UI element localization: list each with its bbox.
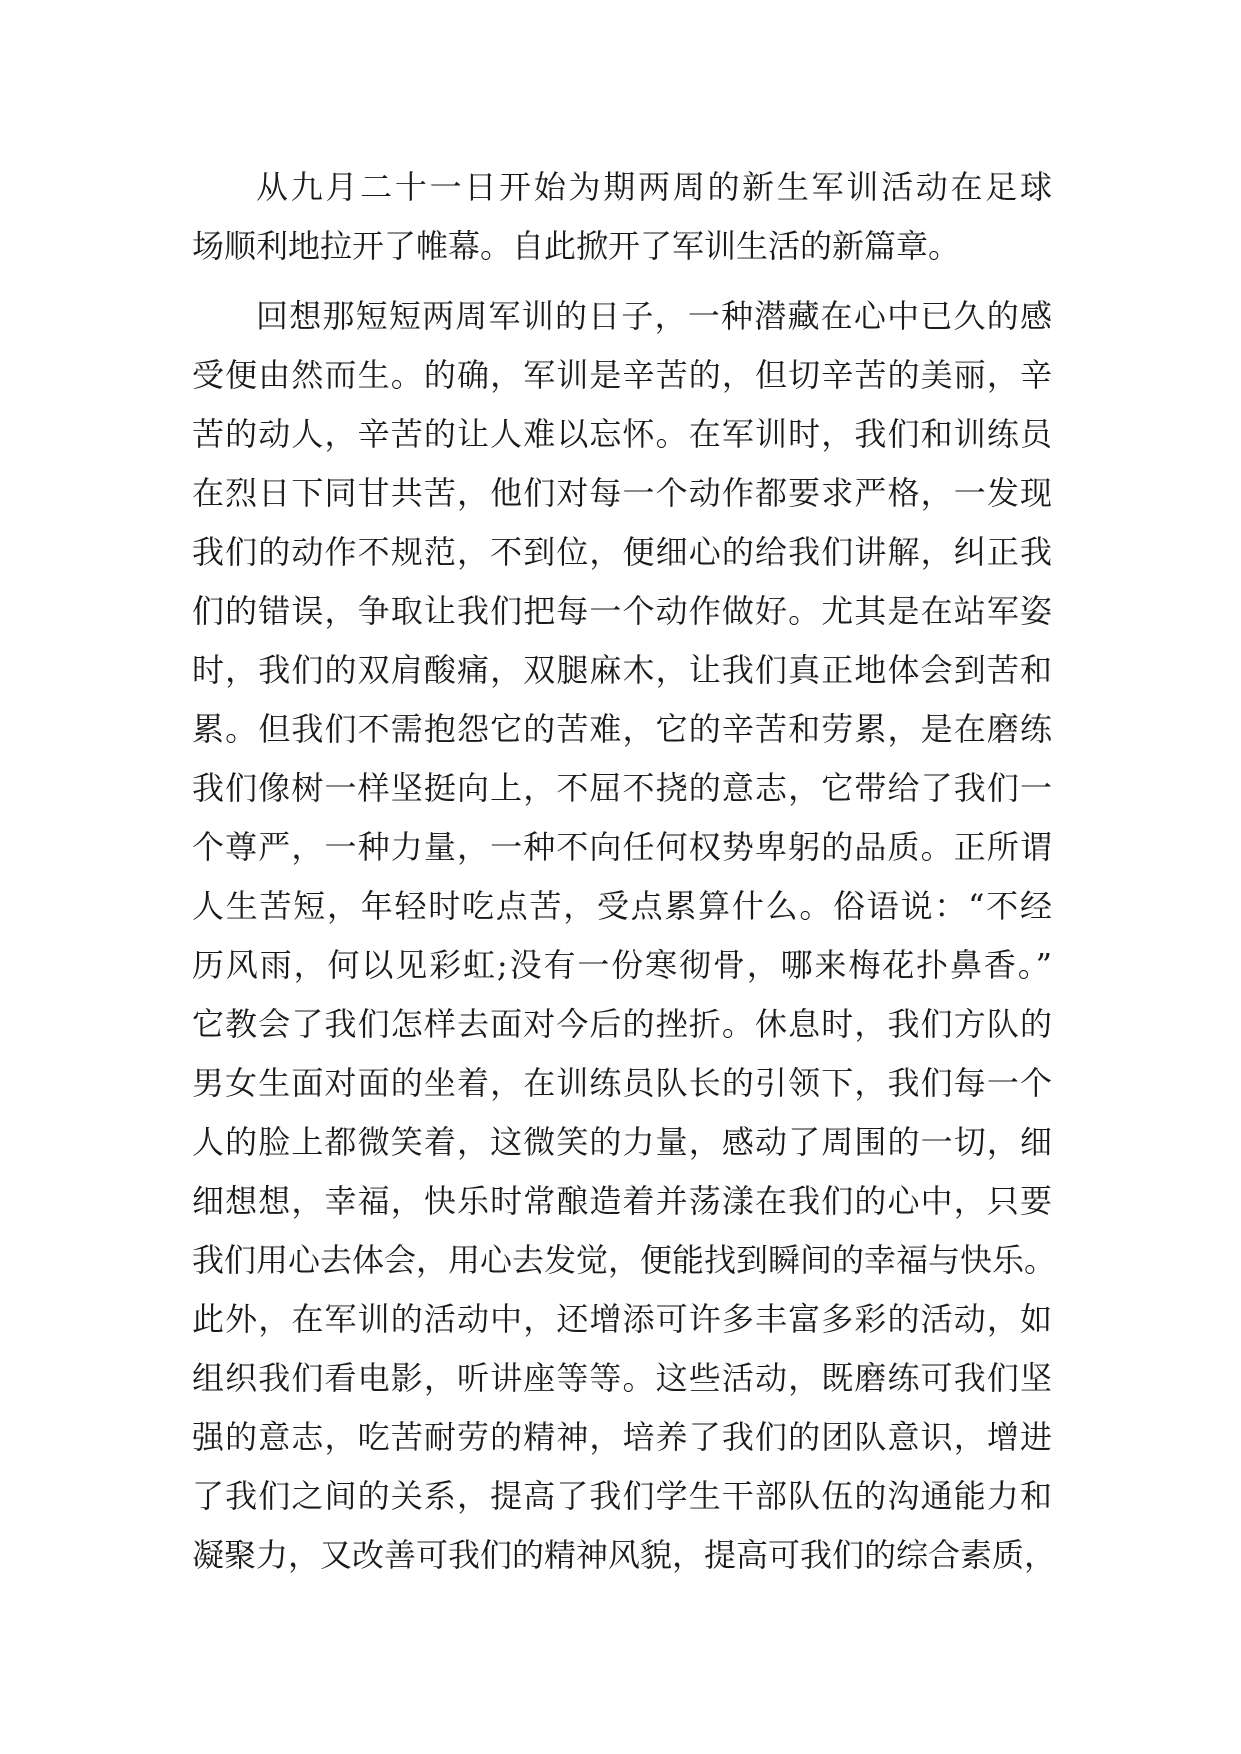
text-line: 个尊严，一种力量，一种不向任何权势卑躬的品质。正所谓 <box>192 828 1052 866</box>
text-line: 我们像树一样坚挺向上，不屈不挠的意志，它带给了我们一 <box>192 769 1052 807</box>
text-line: 凝聚力，又改善可我们的精神风貌，提高可我们的综合素质， <box>192 1536 1057 1574</box>
text-line: 苦的动人，辛苦的让人难以忘怀。在军训时，我们和训练员 <box>192 415 1052 453</box>
text-line: 此外，在军训的活动中，还增添可许多丰富多彩的活动，如 <box>192 1300 1052 1338</box>
paragraph-1 <box>192 158 1052 276</box>
document-body <box>192 158 1057 1585</box>
paragraph-2 <box>192 287 1057 1585</box>
text-line: 场顺利地拉开了帷幕。自此掀开了军训生活的新篇章。 <box>192 227 961 265</box>
text-line: 从九月二十一日开始为期两周的新生军训活动在足球 <box>256 168 1052 206</box>
text-line: 强的意志，吃苦耐劳的精神，培养了我们的团队意识，增进 <box>192 1418 1052 1456</box>
text-line: 人的脸上都微笑着，这微笑的力量，感动了周围的一切，细 <box>192 1123 1052 1161</box>
text-line: 组织我们看电影，听讲座等等。这些活动，既磨练可我们坚 <box>192 1359 1052 1397</box>
text-line: 时，我们的双肩酸痛，双腿麻木，让我们真正地体会到苦和 <box>192 651 1052 689</box>
text-line: 受便由然而生。的确，军训是辛苦的，但切辛苦的美丽，辛 <box>192 356 1052 394</box>
text-line: 在烈日下同甘共苦，他们对每一个动作都要求严格，一发现 <box>192 474 1052 512</box>
text-line: 回想那短短两周军训的日子，一种潜藏在心中已久的感 <box>256 297 1052 335</box>
text-line: 了我们之间的关系，提高了我们学生干部队伍的沟通能力和 <box>192 1477 1052 1515</box>
paragraph-spacer <box>192 276 1052 287</box>
text-line: 细想想，幸福，快乐时常酿造着并荡漾在我们的心中，只要 <box>192 1182 1052 1220</box>
text-line: 我们用心去体会，用心去发觉，便能找到瞬间的幸福与快乐。 <box>192 1241 1057 1279</box>
text-line: 人生苦短，年轻时吃点苦，受点累算什么。俗语说：“不经 <box>192 887 1052 925</box>
text-line: 历风雨，何以见彩虹;没有一份寒彻骨，哪来梅花扑鼻香。” <box>192 946 1052 984</box>
text-line: 累。但我们不需抱怨它的苦难，它的辛苦和劳累，是在磨练 <box>192 710 1052 748</box>
text-line: 们的错误，争取让我们把每一个动作做好。尤其是在站军姿 <box>192 592 1052 630</box>
text-line: 它教会了我们怎样去面对今后的挫折。休息时，我们方队的 <box>192 1005 1052 1043</box>
text-line: 我们的动作不规范，不到位，便细心的给我们讲解，纠正我 <box>192 533 1052 571</box>
text-line: 男女生面对面的坐着，在训练员队长的引领下，我们每一个 <box>192 1064 1052 1102</box>
